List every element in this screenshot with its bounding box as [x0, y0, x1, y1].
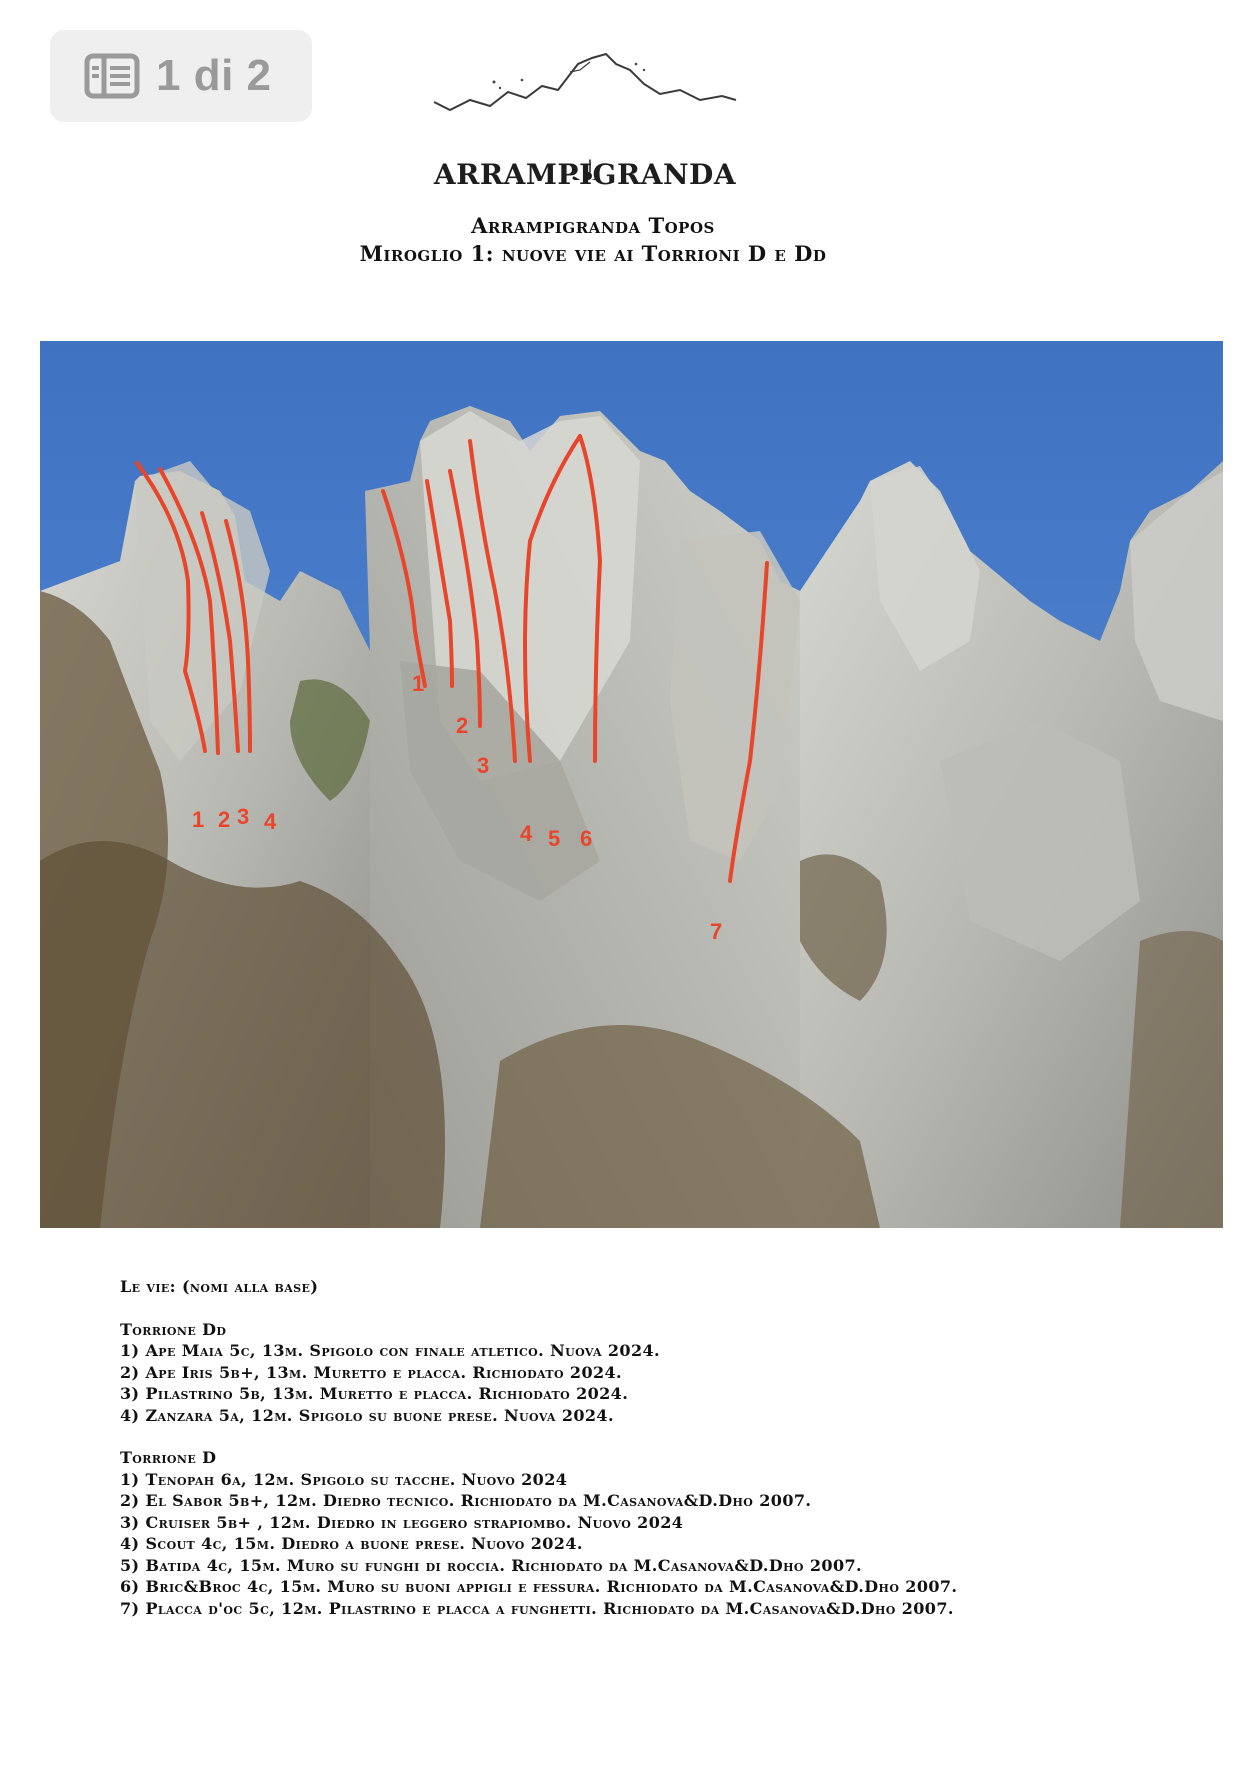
- label-d-5: 5: [548, 826, 561, 851]
- crag-topo-photo: [40, 341, 1223, 1228]
- list-item: 3) Pilastrino 5b, 13m. Muretto e placca. Richiodato 2024.: [120, 1384, 629, 1403]
- label-dd-2: 2: [218, 807, 231, 832]
- label-dd-3: 3: [237, 804, 250, 829]
- list-item: 6) Bric&Broc 4c, 15m. Muro su buoni appigli e fessura. Richiodato da M.Casanova&D.Dho 2007.: [120, 1577, 958, 1596]
- torrione-dd-heading: Torrione Dd: [120, 1319, 227, 1339]
- list-item: 1) Ape Maia 5c, 13m. Spigolo con finale atletico. Nuova 2024.: [120, 1341, 660, 1360]
- label-d-4: 4: [520, 821, 533, 846]
- page-indicator[interactable]: [50, 30, 312, 122]
- torrione-dd-section: [120, 1319, 1120, 1427]
- label-dd-1: 1: [192, 807, 205, 832]
- label-d-3: 3: [477, 753, 490, 778]
- logo: [430, 40, 740, 191]
- list-item: 2) Ape Iris 5b+, 13m. Muretto e placca. Richiodato 2024.: [120, 1362, 623, 1382]
- routes-intro: Le vie: (nomi alla base): [120, 1277, 319, 1296]
- page-indicator-label: 1 di 2: [156, 51, 272, 100]
- label-d-7: 7: [710, 919, 723, 944]
- label-d-6: 6: [580, 826, 593, 851]
- label-d-2: 2: [456, 713, 469, 738]
- torrione-d-heading: Torrione D: [120, 1448, 217, 1467]
- title-line-1: Arrampigranda Topos: [471, 213, 715, 238]
- list-item: 4) Scout 4c, 15m. Diedro a buone prese. Nuovo 2024.: [120, 1534, 583, 1553]
- torrione-d-section: [120, 1447, 1120, 1619]
- list-item: 3) Cruiser 5b+ , 12m. Diedro in leggero strapiombo. Nuovo 2024: [120, 1512, 684, 1532]
- document-title: [0, 212, 1186, 268]
- title-line-2: Miroglio 1: nuove vie ai Torrioni D e Dd: [359, 241, 827, 266]
- brand-name: ARRAMPIGRANDA: [433, 158, 737, 191]
- list-item: 1) Tenopah 6a, 12m. Spigolo su tacche. Nuovo 2024: [120, 1469, 568, 1489]
- list-item: 2) El Sabor 5b+, 12m. Diedro tecnico. Richiodato da M.Casanova&D.Dho 2007.: [120, 1491, 812, 1510]
- list-item: 5) Batida 4c, 15m. Muro su funghi di roccia. Richiodato da M.Casanova&D.Dho 2007.: [120, 1555, 862, 1575]
- reader-mode-icon: [84, 53, 140, 99]
- label-d-1: 1: [412, 671, 425, 696]
- route-descriptions: [120, 1276, 1120, 1619]
- list-item: 7) Placca d'oc 5c, 12m. Pilastrino e placca a funghetti. Richiodato da M.Casanova&D.Dho 2007.: [120, 1598, 954, 1618]
- list-item: 4) Zanzara 5a, 12m. Spigolo su buone prese. Nuova 2024.: [120, 1405, 614, 1425]
- label-dd-4: 4: [264, 809, 277, 834]
